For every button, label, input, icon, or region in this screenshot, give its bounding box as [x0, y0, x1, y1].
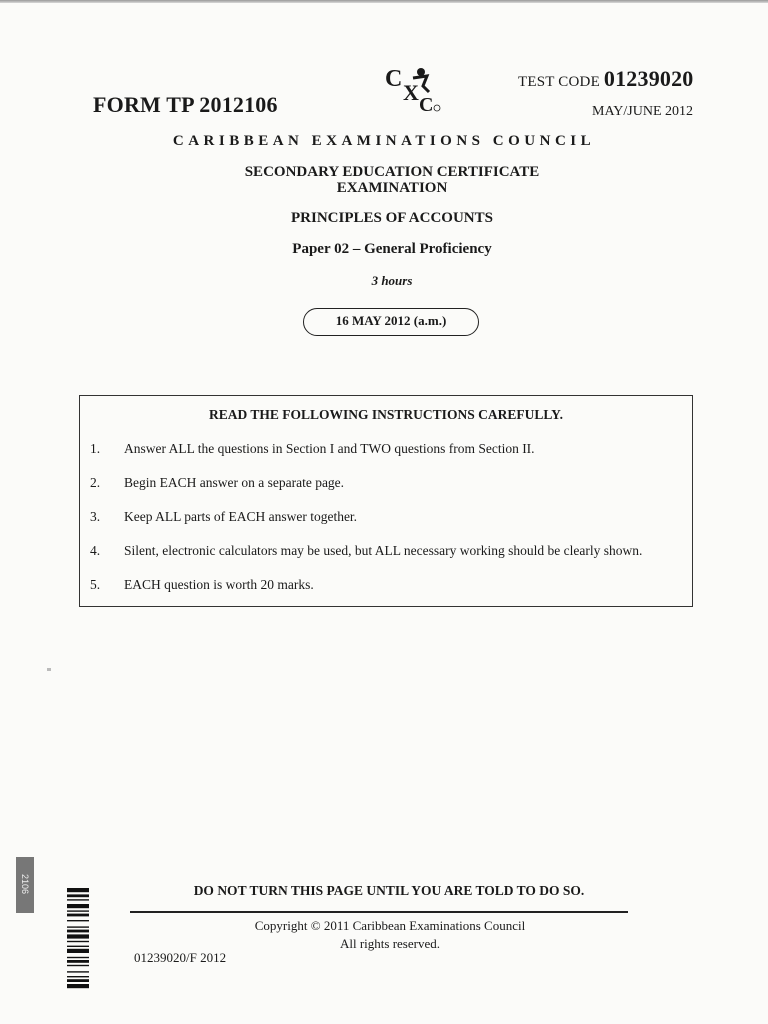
- council-name: CARIBBEAN EXAMINATIONS COUNCIL: [172, 133, 596, 149]
- test-code-value: 01239020: [603, 66, 694, 91]
- test-code: [518, 66, 694, 92]
- do-not-turn-warning: DO NOT TURN THIS PAGE UNTIL YOU ARE TOLD TO DO SO.: [193, 883, 585, 898]
- copyright-line-2: All rights reserved.: [339, 936, 440, 951]
- paper-title: Paper 02 – General Proficiency: [292, 241, 492, 257]
- instruction-number: 3.: [90, 509, 101, 524]
- exam-duration: 3 hours: [371, 273, 413, 288]
- footer-rule: [130, 911, 628, 913]
- svg-text:X: X: [403, 80, 419, 105]
- instruction-item: [90, 475, 344, 491]
- form-label: FORM TP 2012106: [93, 92, 278, 117]
- barcode-bar: [67, 960, 89, 963]
- instruction-text: Begin EACH answer on a separate page.: [124, 475, 345, 490]
- barcode-bar: [67, 899, 89, 900]
- instruction-item: [90, 509, 357, 525]
- instruction-item: [90, 441, 535, 457]
- instruction-text: Silent, electronic calculators may be used, but ALL necessary working should be clearly shown.: [124, 543, 643, 558]
- barcode: [67, 888, 89, 1023]
- instruction-text: EACH question is worth 20 marks.: [124, 577, 314, 592]
- barcode-bar: [67, 910, 89, 911]
- instructions-heading: READ THE FOLLOWING INSTRUCTIONS CAREFULLY.: [209, 407, 563, 422]
- certificate-line-1: SECONDARY EDUCATION CERTIFICATE: [244, 164, 540, 180]
- instruction-number: 5.: [90, 577, 101, 592]
- instruction-number: 4.: [90, 543, 101, 558]
- copyright-line-1: Copyright © 2011 Caribbean Examinations Council: [254, 918, 526, 933]
- instruction-text: Answer ALL the questions in Section I and TWO questions from Section II.: [124, 441, 535, 456]
- certificate-title: [0, 164, 768, 196]
- exam-date-badge: 16 MAY 2012 (a.m.): [303, 308, 479, 336]
- subject-title: PRINCIPLES OF ACCOUNTS: [291, 210, 493, 226]
- instruction-text: Keep ALL parts of EACH answer together.: [124, 509, 358, 524]
- certificate-line-2: EXAMINATION: [336, 180, 448, 196]
- cxc-logo: [383, 64, 445, 114]
- barcode-bar: [67, 965, 89, 966]
- test-code-label: TEST CODE: [518, 74, 600, 90]
- exam-session: MAY/JUNE 2012: [592, 104, 693, 119]
- paper-code: 01239020/F 2012: [134, 950, 227, 965]
- barcode-bar: [67, 914, 89, 917]
- barcode-bar: [67, 957, 89, 958]
- scan-speck: [47, 668, 51, 671]
- instructions-box: [79, 395, 693, 607]
- top-rule: [0, 0, 768, 3]
- copyright-notice: [0, 917, 768, 953]
- instruction-number: 2.: [90, 475, 101, 490]
- instruction-item: [90, 543, 642, 559]
- svg-text:C: C: [385, 66, 403, 92]
- side-tab-label: 2106: [20, 873, 30, 895]
- barcode-bar: [67, 904, 89, 908]
- barcode-bar: [67, 984, 89, 988]
- barcode-bar: [67, 979, 89, 982]
- barcode-bar: [67, 976, 89, 977]
- svg-text:C: C: [419, 94, 434, 114]
- barcode-bar: [67, 971, 89, 972]
- instruction-item: [90, 577, 314, 593]
- instruction-number: 1.: [90, 441, 101, 456]
